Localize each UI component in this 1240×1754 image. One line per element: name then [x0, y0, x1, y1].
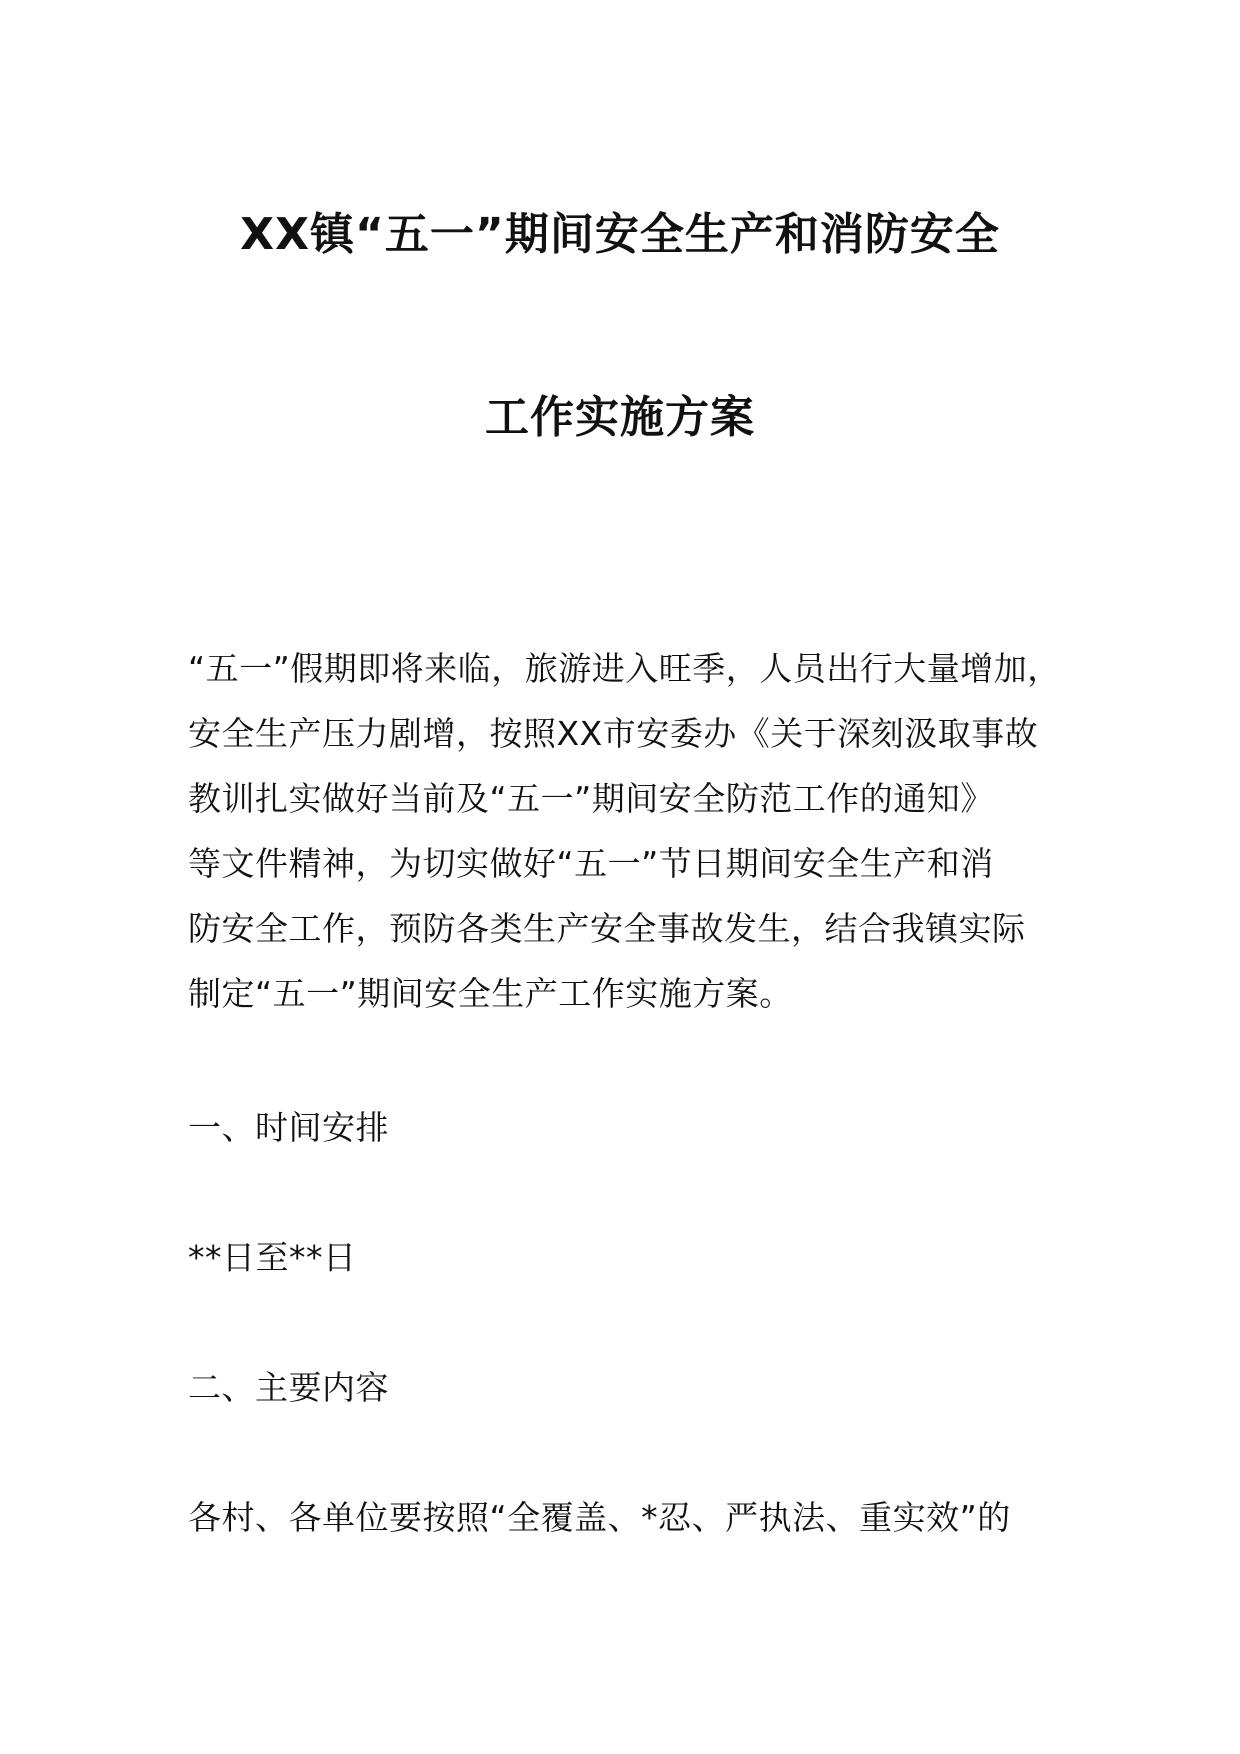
content-paragraph: 各村、各单位要按照“全覆盖、*忍、严执法、重实效”的 [188, 1498, 1011, 1537]
intro-line: 教训扎实做好当前及“五一”期间安全防范工作的通知》 [188, 779, 994, 818]
section-heading-time: 一、时间安排 [188, 1108, 389, 1147]
intro-line: “五一”假期即将来临，旅游进入旺季，人员出行大量增加， [188, 649, 1061, 688]
intro-line: 制定“五一”期间安全生产工作实施方案。 [188, 974, 793, 1013]
section-heading-content: 二、主要内容 [188, 1368, 389, 1407]
intro-line: 防安全工作，预防各类生产安全事故发生，结合我镇实际 [188, 909, 1026, 948]
intro-line: 安全生产压力剧增，按照XX市安委办《关于深刻汲取事故 [188, 714, 1039, 753]
time-range-text: **日至**日 [188, 1238, 357, 1277]
document-title-line-1: XX镇“五一”期间安全生产和消防安全 [240, 209, 1000, 260]
document-title-line-2: 工作实施方案 [485, 392, 755, 443]
intro-line: 等文件精神，为切实做好“五一”节日期间安全生产和消 [188, 844, 994, 883]
intro-paragraph [188, 636, 1088, 1026]
